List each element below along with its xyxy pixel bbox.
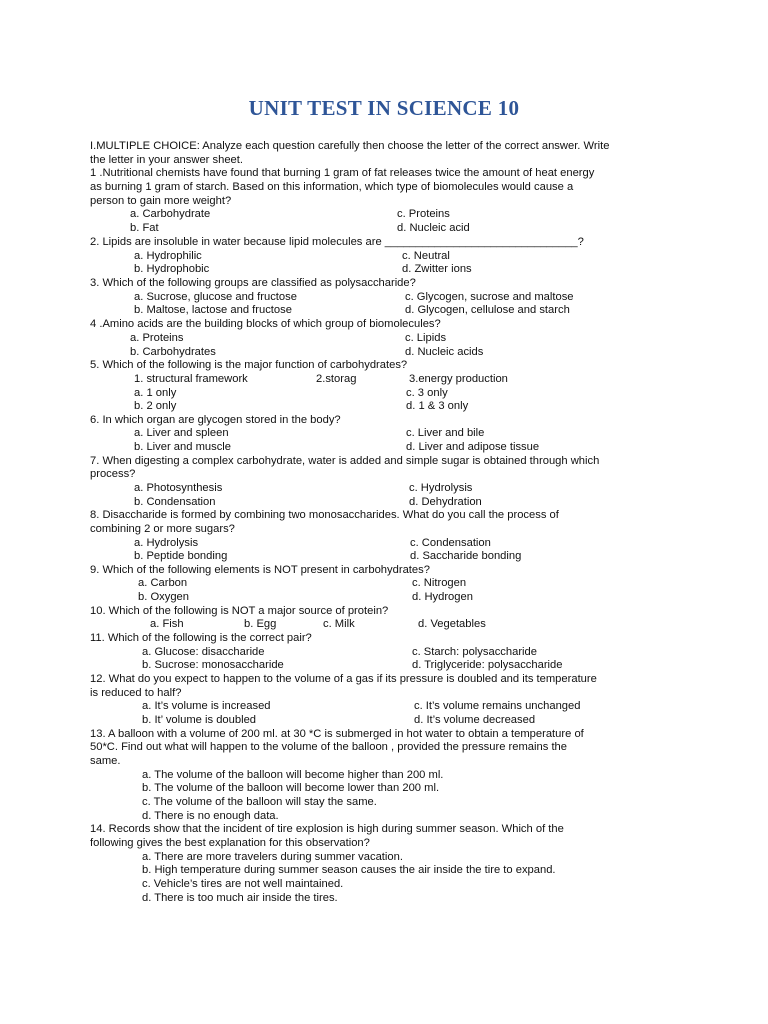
q8-option-d: d. Saccharide bonding — [410, 550, 522, 562]
q11-option-c: c. Starch: polysaccharide — [412, 646, 537, 658]
q3-option-d: d. Glycogen, cellulose and starch — [405, 304, 570, 316]
q13-stem-2: 50*C. Find out what will happen to the volume of the balloon , provided the pressure remains the — [90, 741, 567, 753]
q1-stem-2: as burning 1 gram of starch. Based on this information, which type of biomolecules would cause a — [90, 181, 574, 193]
q7-option-b: b. Condensation — [134, 496, 216, 508]
q3-option-a: a. Sucrose, glucose and fructose — [134, 291, 297, 303]
q8-option-c: c. Condensation — [410, 537, 491, 549]
q5-option-c: c. 3 only — [406, 387, 448, 399]
q9-option-d: d. Hydrogen — [412, 591, 473, 603]
q5-item-3: 3.energy production — [409, 373, 508, 385]
q6-option-c: c. Liver and bile — [406, 427, 485, 439]
q5-option-b: b. 2 only — [134, 400, 177, 412]
q9-option-c: c. Nitrogen — [412, 577, 467, 589]
q12-option-c: c. It’s volume remains unchanged — [414, 700, 581, 712]
q11-option-d: d. Triglyceride: polysaccharide — [412, 659, 563, 671]
q1-stem-1: 1 .Nutritional chemists have found that burning 1 gram of fat releases twice the amount of heat energy — [90, 167, 595, 179]
q2-option-c: c. Neutral — [402, 250, 450, 262]
q4-option-d: d. Nucleic acids — [405, 346, 484, 358]
q10-option-b: b. Egg — [244, 618, 277, 630]
q13-option-c: c. The volume of the balloon will stay the same. — [142, 796, 377, 808]
q14-stem-2: following gives the best explanation for this observation? — [90, 837, 370, 849]
q7-stem-1: 7. When digesting a complex carbohydrate, water is added and simple sugar is obtained through which — [90, 455, 600, 467]
q11-option-a: a. Glucose: disaccharide — [142, 646, 265, 658]
q1-option-a: a. Carbohydrate — [130, 208, 211, 220]
q2-option-b: b. Hydrophobic — [134, 263, 210, 275]
q13-option-a: a. The volume of the balloon will become higher than 200 ml. — [142, 769, 444, 781]
q7-option-d: d. Dehydration — [409, 496, 482, 508]
q3-option-b: b. Maltose, lactose and fructose — [134, 304, 292, 316]
q1-option-b: b. Fat — [130, 222, 159, 234]
q12-option-a: a. It’s volume is increased — [142, 700, 271, 712]
q3-option-c: c. Glycogen, sucrose and maltose — [405, 291, 574, 303]
q6-option-d: d. Liver and adipose tissue — [406, 441, 540, 453]
q5-item-1: 1. structural framework — [134, 373, 248, 385]
q5-item-2: 2.storag — [316, 373, 357, 385]
q8-stem-1: 8. Disaccharide is formed by combining two monosaccharides. What do you call the process of — [90, 509, 559, 521]
q4-option-a: a. Proteins — [130, 332, 184, 344]
q9-option-b: b. Oxygen — [138, 591, 189, 603]
q10-stem: 10. Which of the following is NOT a major source of protein? — [90, 605, 389, 617]
q4-option-b: b. Carbohydrates — [130, 346, 216, 358]
q9-option-a: a. Carbon — [138, 577, 188, 589]
q6-option-a: a. Liver and spleen — [134, 427, 229, 439]
q8-option-a: a. Hydrolysis — [134, 537, 199, 549]
q9-stem: 9. Which of the following elements is NOT present in carbohydrates? — [90, 564, 430, 576]
instructions-line-2: the letter in your answer sheet. — [90, 154, 243, 166]
q10-option-a: a. Fish — [150, 618, 184, 630]
q10-option-c: c. Milk — [323, 618, 355, 630]
q11-option-b: b. Sucrose: monosaccharide — [142, 659, 284, 671]
q4-option-c: c. Lipids — [405, 332, 447, 344]
q14-option-d: d. There is too much air inside the tires. — [142, 892, 338, 904]
q14-option-a: a. There are more travelers during summer vacation. — [142, 851, 403, 863]
q13-option-d: d. There is no enough data. — [142, 810, 279, 822]
q1-option-c: c. Proteins — [397, 208, 450, 220]
q1-stem-3: person to gain more weight? — [90, 195, 232, 207]
q1-option-d: d. Nucleic acid — [397, 222, 470, 234]
q12-stem-2: is reduced to half? — [90, 687, 182, 699]
q7-option-a: a. Photosynthesis — [134, 482, 223, 494]
q14-option-b: b. High temperature during summer season causes the air inside the tire to expand. — [142, 864, 556, 876]
q14-option-c: c. Vehicle’s tires are not well maintained. — [142, 878, 344, 890]
q11-stem: 11. Which of the following is the correct pair? — [90, 632, 312, 644]
q14-stem-1: 14. Records show that the incident of tire explosion is high during summer season. Which of the — [90, 823, 564, 835]
q12-option-d: d. It’s volume decreased — [414, 714, 536, 726]
q2-stem: 2. Lipids are insoluble in water because lipid molecules are _______________________________? — [90, 236, 584, 248]
q13-option-b: b. The volume of the balloon will become lower than 200 ml. — [142, 782, 440, 794]
page-title: UNIT TEST IN SCIENCE 10 — [248, 96, 520, 120]
q5-option-a: a. 1 only — [134, 387, 177, 399]
q8-stem-2: combining 2 or more sugars? — [90, 523, 235, 535]
q4-stem: 4 .Amino acids are the building blocks of which group of biomolecules? — [90, 318, 441, 330]
q13-stem-3: same. — [90, 755, 121, 767]
q6-stem: 6. In which organ are glycogen stored in the body? — [90, 414, 341, 426]
q12-stem-1: 12. What do you expect to happen to the volume of a gas if its pressure is doubled and its temperature — [90, 673, 597, 685]
q2-option-a: a. Hydrophilic — [134, 250, 202, 262]
q8-option-b: b. Peptide bonding — [134, 550, 228, 562]
q7-stem-2: process? — [90, 468, 136, 480]
q10-option-d: d. Vegetables — [418, 618, 486, 630]
q7-option-c: c. Hydrolysis — [409, 482, 473, 494]
q5-stem: 5. Which of the following is the major function of carbohydrates? — [90, 359, 408, 371]
q3-stem: 3. Which of the following groups are classified as polysaccharide? — [90, 277, 416, 289]
instructions-line-1: I.MULTIPLE CHOICE: Analyze each question carefully then choose the letter of the correct answer. Write — [90, 140, 610, 152]
q2-option-d: d. Zwitter ions — [402, 263, 472, 275]
q6-option-b: b. Liver and muscle — [134, 441, 232, 453]
q5-option-d: d. 1 & 3 only — [406, 400, 469, 412]
q12-option-b: b. It’ volume is doubled — [142, 714, 257, 726]
q13-stem-1: 13. A balloon with a volume of 200 ml. at 30 *C is submerged in hot water to obtain a temperature of — [90, 728, 584, 740]
